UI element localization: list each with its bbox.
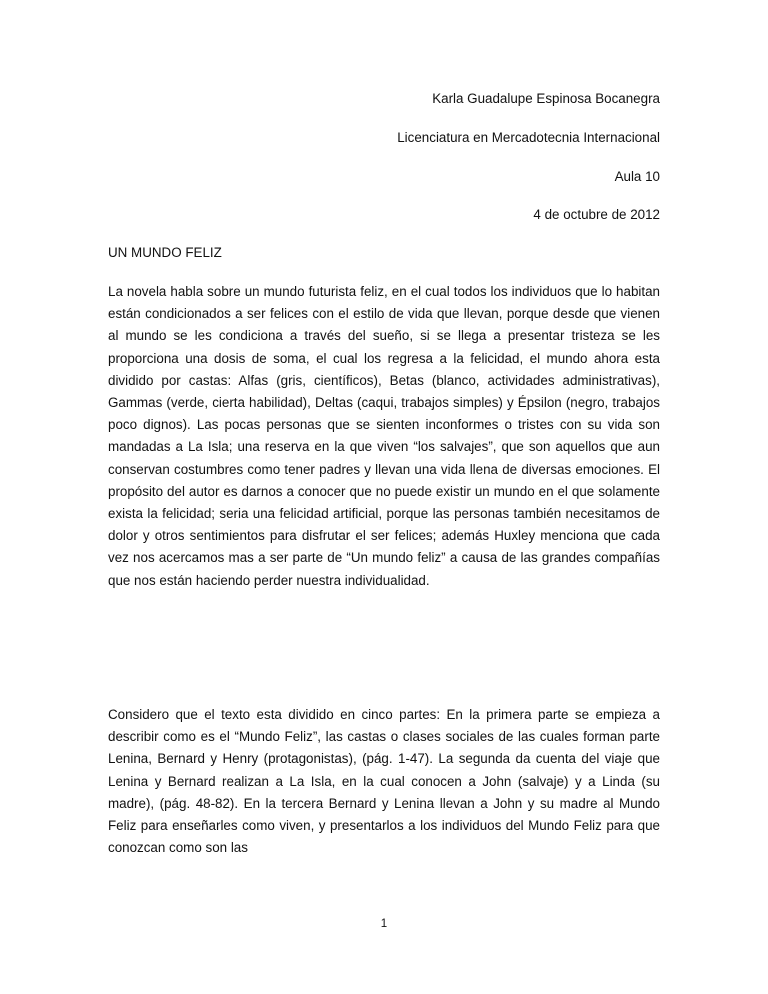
degree-program: Licenciatura en Mercadotecnia Internacional [397,130,660,145]
paragraph-summary: La novela habla sobre un mundo futurista feliz, en el cual todos los individuos que lo habitan están condicionados a ser felices con el estilo de vida que llevan, porque desde que vienen al mundo se les condiciona a través del sueño, si se llega a presentar tristeza se les proporciona una dosis de soma, el cual los regresa a la felicidad, el mundo ahora esta dividido por castas: Alfas (gris, científicos), Betas (blanco, actividades administrativas), Gammas (verde, cierta habilidad), Deltas (caqui, trabajos simples) y Épsilon (negro, trabajos poco dignos). Las pocas personas que se sienten inconformes o tristes con su vida son mandadas a La Isla; una reserva en la que viven “los salvajes”, que son aquellos que aun conservan costumbres como tener padres y llevan una vida llena de diversas emociones. El propósito del autor es darnos a conocer que no puede existir un mundo en el que solamente exista la felicidad; seria una felicidad artificial, porque las personas también necesitamos de dolor y otros sentimientos para disfrutar el ser felices; además Huxley menciona que cada vez nos acercamos mas a ser parte de “Un mundo feliz” a causa de las grandes compañías que nos están haciendo perder nuestra individualidad. [108,284,660,588]
page-number: 1 [380,918,388,930]
classroom: Aula 10 [614,169,660,184]
paragraph-structure: Considero que el texto esta dividido en cinco partes: En la primera parte se empieza a describir como es el “Mundo Feliz”, las castas o clases sociales de las cuales forman parte Lenina, Bernard y Henry (protagonistas), (pág. 1-47). La segunda da cuenta del viaje que Lenina y Bernard realizan a La Isla, en la cual conocen a John (salvaje) y a Linda (su madre), (pág. 48-82). En la tercera Bernard y Lenina llevan a John y su madre al Mundo Feliz para enseñarles como viven, y presentarlos a los individuos del Mundo Feliz para que conozcan como son las [108,707,660,856]
document-title: UN MUNDO FELIZ [108,245,222,260]
author-name: Karla Guadalupe Espinosa Bocanegra [432,91,660,106]
date: 4 de octubre de 2012 [533,207,660,222]
